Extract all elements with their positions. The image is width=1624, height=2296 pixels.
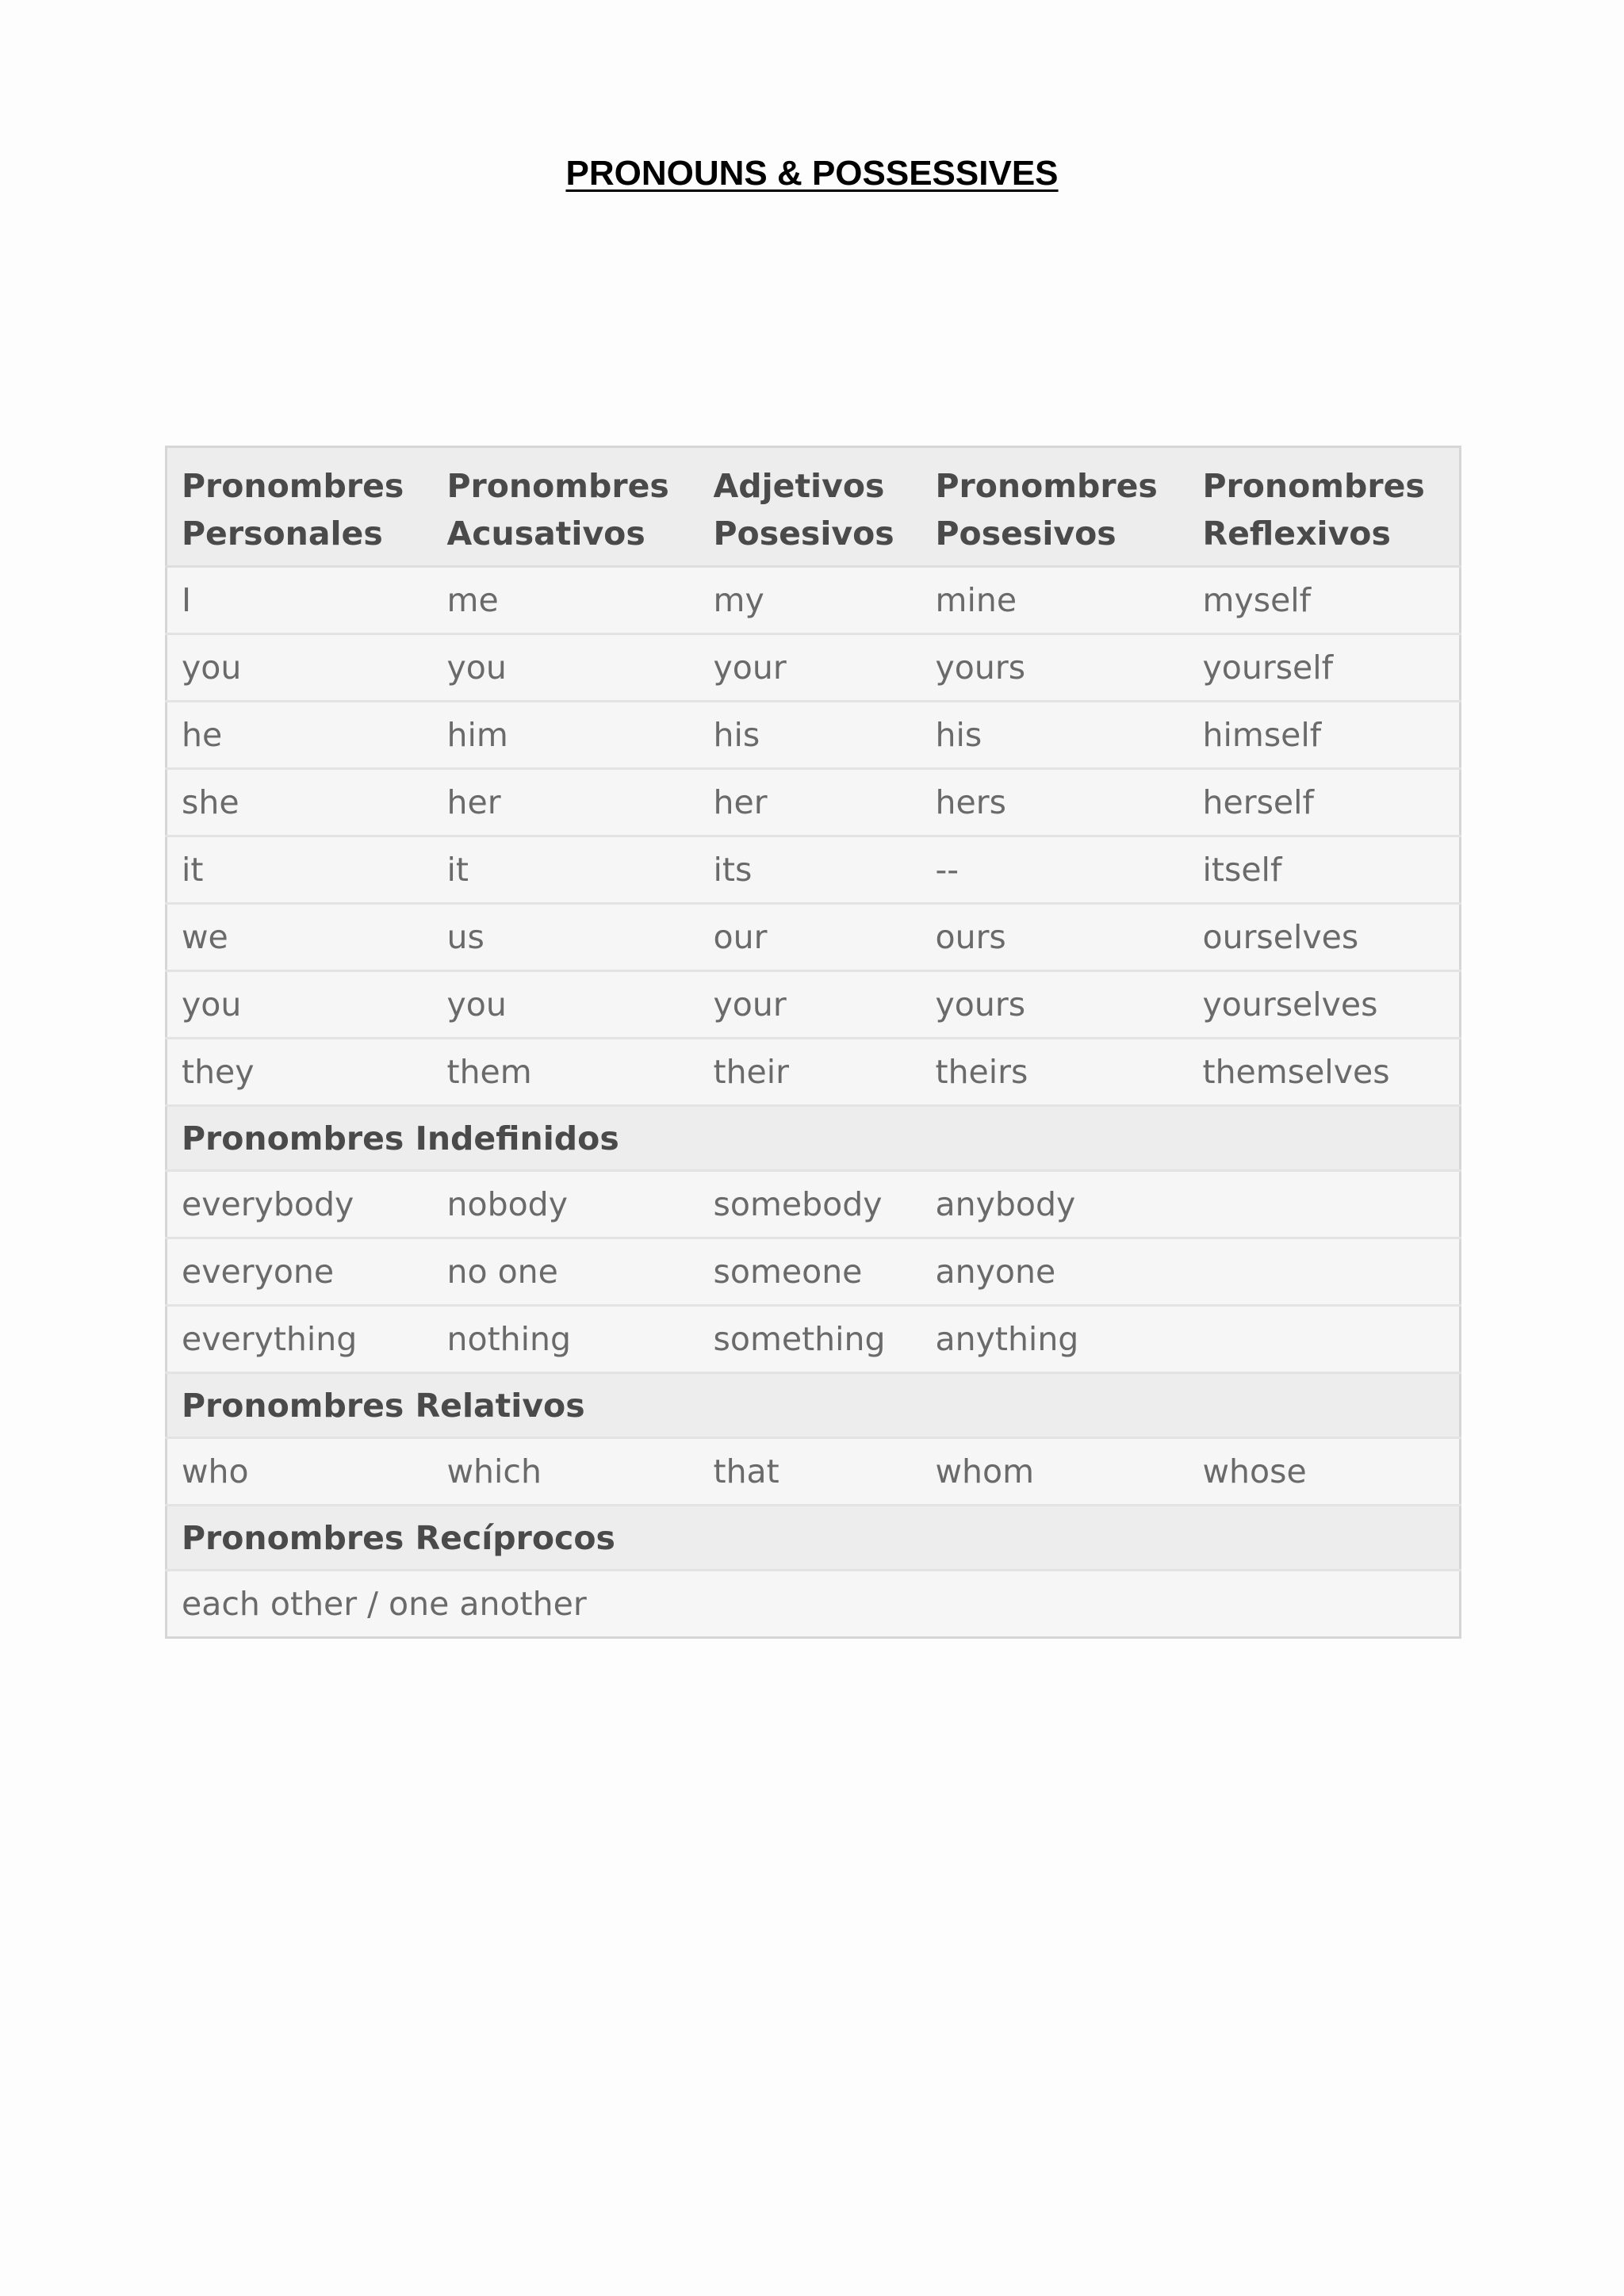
table-row xyxy=(167,1171,1461,1238)
table-cell: your xyxy=(699,971,921,1039)
table-cell: them xyxy=(433,1039,699,1106)
table-cell-empty xyxy=(1189,1171,1461,1238)
table-cell: yours xyxy=(921,634,1189,702)
table-cell: theirs xyxy=(921,1039,1189,1106)
pronouns-table xyxy=(165,446,1461,1639)
table-cell: yours xyxy=(921,971,1189,1039)
table-cell: everything xyxy=(167,1306,433,1373)
table-cell: nothing xyxy=(433,1306,699,1373)
table-cell: he xyxy=(167,702,433,769)
header-pronombres-reflexivos: Pronombres Reflexivos xyxy=(1189,447,1461,567)
table-cell: you xyxy=(433,634,699,702)
table-row xyxy=(167,1438,1461,1506)
table-cell: it xyxy=(433,836,699,904)
table-cell: herself xyxy=(1189,769,1461,836)
table-cell: everybody xyxy=(167,1171,433,1238)
header-pronombres-personales: Pronombres Personales xyxy=(167,447,433,567)
table-cell: ours xyxy=(921,904,1189,971)
header-adjetivos-posesivos: Adjetivos Posesivos xyxy=(699,447,921,567)
table-cell: nobody xyxy=(433,1171,699,1238)
table-cell: himself xyxy=(1189,702,1461,769)
table-cell-empty xyxy=(1189,1238,1461,1306)
table-cell: she xyxy=(167,769,433,836)
table-cell: ourselves xyxy=(1189,904,1461,971)
table-cell: anybody xyxy=(921,1171,1189,1238)
table-row xyxy=(167,1571,1461,1638)
table-cell: everyone xyxy=(167,1238,433,1306)
table-row xyxy=(167,971,1461,1039)
section-heading-relativos: Pronombres Relativos xyxy=(167,1373,1461,1438)
table-header-row xyxy=(167,447,1461,567)
section-heading-indefinidos: Pronombres Indefinidos xyxy=(167,1106,1461,1171)
table-cell: which xyxy=(433,1438,699,1506)
table-cell: -- xyxy=(921,836,1189,904)
table-cell: themselves xyxy=(1189,1039,1461,1106)
table-row xyxy=(167,769,1461,836)
section-row-reciprocos xyxy=(167,1506,1461,1571)
table-cell: their xyxy=(699,1039,921,1106)
table-row xyxy=(167,1238,1461,1306)
table-row xyxy=(167,836,1461,904)
header-pronombres-posesivos: Pronombres Posesivos xyxy=(921,447,1189,567)
section-row-relativos xyxy=(167,1373,1461,1438)
table-cell: who xyxy=(167,1438,433,1506)
table-cell: our xyxy=(699,904,921,971)
table-cell: you xyxy=(433,971,699,1039)
table-cell: you xyxy=(167,634,433,702)
table-cell: whose xyxy=(1189,1438,1461,1506)
table-row xyxy=(167,634,1461,702)
table-cell: mine xyxy=(921,567,1189,634)
table-cell: us xyxy=(433,904,699,971)
document-title: PRONOUNS & POSSESSIVES xyxy=(565,154,1059,193)
table-cell: each other / one another xyxy=(167,1571,1461,1638)
table-cell: they xyxy=(167,1039,433,1106)
table-cell: whom xyxy=(921,1438,1189,1506)
table-row xyxy=(167,702,1461,769)
section-heading-reciprocos: Pronombres Recíprocos xyxy=(167,1506,1461,1571)
table-cell: yourselves xyxy=(1189,971,1461,1039)
table-cell-empty xyxy=(1189,1306,1461,1373)
table-cell: itself xyxy=(1189,836,1461,904)
table-cell: you xyxy=(167,971,433,1039)
table-cell: her xyxy=(433,769,699,836)
table-row xyxy=(167,567,1461,634)
table-cell: somebody xyxy=(699,1171,921,1238)
table-cell: I xyxy=(167,567,433,634)
table-row xyxy=(167,1039,1461,1106)
table-row xyxy=(167,904,1461,971)
table-cell: him xyxy=(433,702,699,769)
table-cell: me xyxy=(433,567,699,634)
table-cell: his xyxy=(699,702,921,769)
table-cell: its xyxy=(699,836,921,904)
table-cell: no one xyxy=(433,1238,699,1306)
table-cell: my xyxy=(699,567,921,634)
table-cell: it xyxy=(167,836,433,904)
table-cell: we xyxy=(167,904,433,971)
table-cell: your xyxy=(699,634,921,702)
table-row xyxy=(167,1306,1461,1373)
table-cell: yourself xyxy=(1189,634,1461,702)
table-cell: something xyxy=(699,1306,921,1373)
table-cell: his xyxy=(921,702,1189,769)
table-cell: anything xyxy=(921,1306,1189,1373)
table-cell: her xyxy=(699,769,921,836)
table-cell: myself xyxy=(1189,567,1461,634)
table-cell: that xyxy=(699,1438,921,1506)
table-cell: hers xyxy=(921,769,1189,836)
table-cell: someone xyxy=(699,1238,921,1306)
section-row-indefinidos xyxy=(167,1106,1461,1171)
header-pronombres-acusativos: Pronombres Acusativos xyxy=(433,447,699,567)
table-cell: anyone xyxy=(921,1238,1189,1306)
